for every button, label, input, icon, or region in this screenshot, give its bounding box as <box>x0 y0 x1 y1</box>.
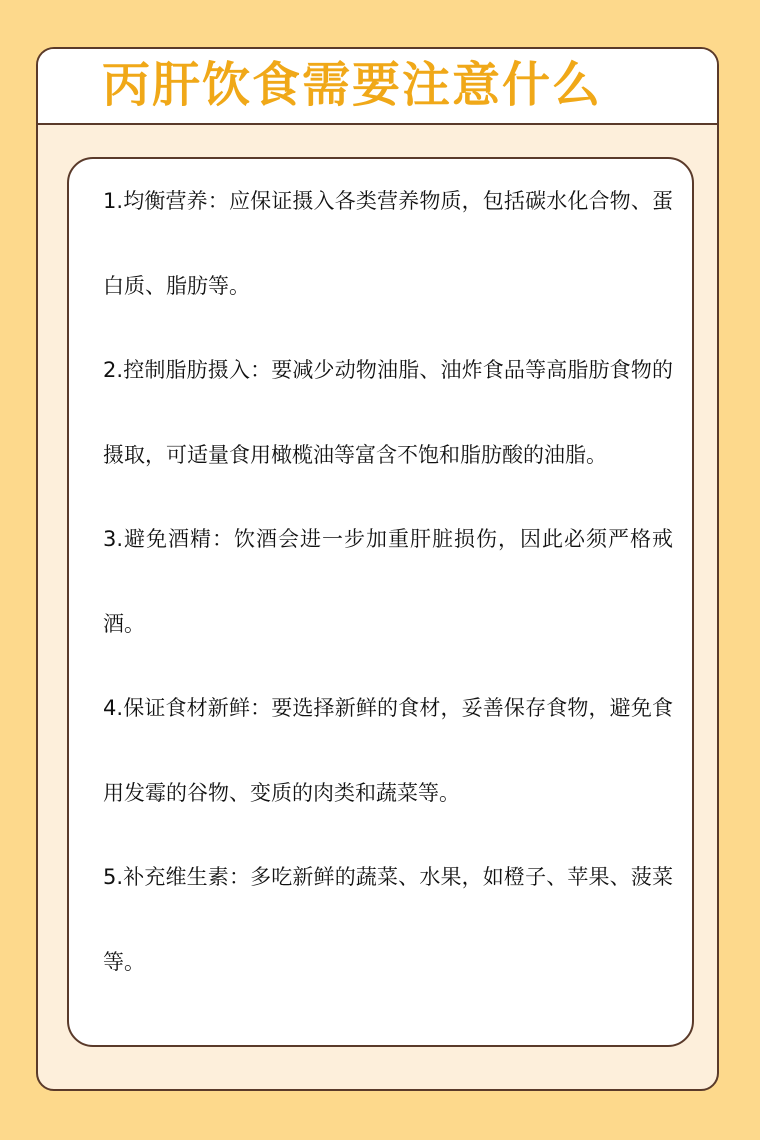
paragraph-vitamins: 5.补充维生素：多吃新鲜的蔬菜、水果，如橙子、苹果、菠菜等。 <box>103 865 673 974</box>
page-title: 丙肝饮食需要注意什么 <box>102 57 603 113</box>
content-body <box>103 159 673 1004</box>
paragraph-fat-intake: 2.控制脂肪摄入：要减少动物油脂、油炸食品等高脂肪食物的摄取，可适量食用橄榄油等富含不饱和脂肪酸的油脂。 <box>103 358 673 467</box>
paragraph-alcohol: 3.避免酒精：饮酒会进一步加重肝脏损伤，因此必须严格戒酒。 <box>103 527 673 636</box>
paragraph-fresh-food: 4.保证食材新鲜：要选择新鲜的食材，妥善保存食物，避免食用发霉的谷物、变质的肉类和蔬菜等。 <box>103 696 673 805</box>
paragraph-nutrition: 1.均衡营养：应保证摄入各类营养物质，包括碳水化合物、蛋白质、脂肪等。 <box>103 189 673 298</box>
title-bar <box>38 49 717 125</box>
content-card <box>67 157 694 1047</box>
